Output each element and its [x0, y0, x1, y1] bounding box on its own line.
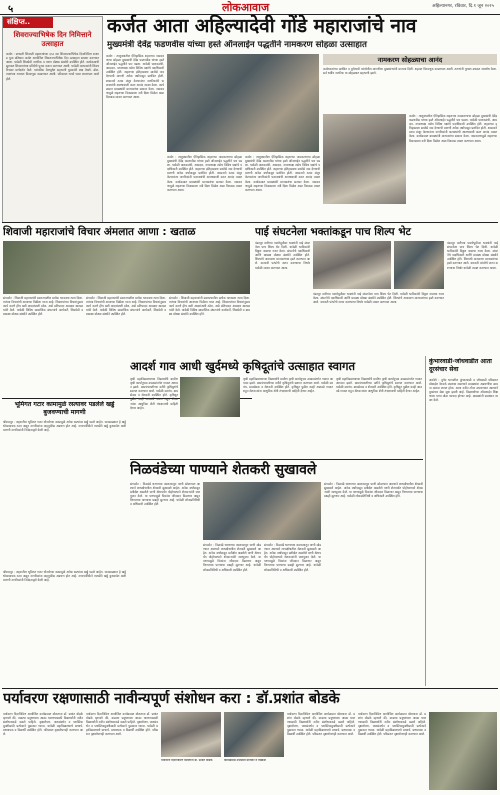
divider-1 — [2, 222, 498, 223]
sec4-body-4: संगमनेर : निळवंडे धरणाच्या कालव्यातून पाणी सोडण्यात आल्याने लाभक्षेत्रातील शेतकरी सुखावले आहेत. अनेक वर्षांपासून प्रतीक्षेत असलेले पाणी शेतापर्यंत पोहोचल्याने शेतकऱ्यांनी जलपूजन केले. या पाण्यामुळे पिकांना जीवदान मिळणार असून पिण्याच्या पाण्याचा प्रश्नही सुटणार आहे. यावेळी लोकप्रतिनिधी व अधिकारी उपस्थित होते. — [324, 482, 423, 499]
bottom-photo-1 — [161, 712, 221, 757]
lead-body-3: कर्जत : तालुक्यातील ऐतिहासिक शहराच्या नामकरणाचा सोहळा मुख्यमंत्री देवेंद्र फडणवीस यांच्या हस्ते ऑनलाईन पद्धतीने पार पडला. यावेळी पालकमंत्री, आमदार, नगराध्यक्ष तसेच विविध पक्षांचे पदाधिकारी उपस्थित होते. शहराच्या इतिहासाला साजेसे नाव देण्याची मागणी अनेक वर्षांपासून प्रलंबित होती. शासनाने ठराव मंजूर केल्यानंतर नागरिकांनी फटाक्यांची आतषबाजी करत आनंद व्यक्त केला. कार्यक्रमात ग्रामस्थांनी मान्यवरांचा सत्कार केला. नामकरणामुळे शहराच्या विकासाला नवी दिशा मिळेल असा विश्वास व्यक्त करण्यात आला. — [245, 155, 320, 192]
bottom-photo-2 — [224, 712, 284, 757]
sec3-right-headline: कुंभारवाडी-जोधवाडीत आता दूरसंचार सेवा — [429, 358, 492, 373]
bottom-caption-1: पर्यावरण दिनानिमित्त बोलताना डॉ. प्रशांत बोडके — [161, 759, 213, 762]
sec2-mid-body-2: श्रीरामपूर : शहरातील भूमिगत गटार योजनेच्या कामामुळे अनेक रस्त्यांवर खड्डे पडले आहेत. पावसाळ्यात हे खड्डे धोकादायक ठरत असून नागरिकांना वाहतुकीस अडचण होत आहे. नगरपालिकेने तातडीने खड्डे बुजवावेत अशी मागणी नागरिकांनी निवेदनाद्वारे केली आहे. — [3, 570, 126, 583]
lead-box-body: कर्जतकरांच्या प्रलंबित व पुरोगामी परंपरेतील मागणीला मुख्यमंत्र्यांनी मान्यता दिली. शहरात मिरवणूक काढण्यात आली. तरुणांनी गुलाल उधळत जल्लोष केला. सर्व धर्मीय नागरिक या सोहळ्यात सहभागी झाले. — [323, 67, 497, 76]
dateline: अहिल्यानगर, रविवार, दि.१ जून २०२५ — [432, 4, 494, 9]
sec2-mid-headline: भूमिगत गटार कामामुळे रस्त्यावर पडलेले खड्डे बुजवण्याची मागणी — [14, 401, 115, 416]
sankshipt-tag: संक्षिप्त.. — [3, 17, 53, 28]
lead-body-2: कर्जत : तालुक्यातील ऐतिहासिक शहराच्या नामकरणाचा सोहळा मुख्यमंत्री देवेंद्र फडणवीस यांच्या हस्ते ऑनलाईन पद्धतीने पार पडला. यावेळी पालकमंत्री, आमदार, नगराध्यक्ष तसेच विविध पक्षांचे पदाधिकारी उपस्थित होते. शहराच्या इतिहासाला साजेसे नाव देण्याची मागणी अनेक वर्षांपासून प्रलंबित होती. शासनाने ठराव मंजूर केल्यानंतर नागरिकांनी फटाक्यांची आतषबाजी करत आनंद व्यक्त केला. कार्यक्रमात ग्रामस्थांनी मान्यवरांचा सत्कार केला. नामकरणामुळे शहराच्या विकासाला नवी दिशा मिळेल असा विश्वास व्यक्त करण्यात आला. — [167, 155, 242, 192]
sec2-right-body-3: पंढरपूर वारीच्या पार्श्वभूमीवर भक्तांनी पाई संघटनेला पाच शिल्प भेट दिली. यावेळी भाविकांनी विठ्ठल नामाचा गजर केला. संघटनेचे पदाधिकारी आणि ग्रामस्थ मोठ्या संख्येने उपस्थित होते. शिल्पांचे अनावरण मान्यवरांच्या हस्ते करण्यात आले. वारकरी परंपरेचे जतन करण्याचा निर्धार यावेळी व्यक्त करण्यात आला. — [313, 292, 444, 305]
sankshipt-box — [2, 16, 103, 223]
sec2-right-body-2: पंढरपूर वारीच्या पार्श्वभूमीवर भक्तांनी पाई संघटनेला पाच शिल्प भेट दिली. यावेळी भाविकांनी विठ्ठल नामाचा गजर केला. संघटनेचे पदाधिकारी आणि ग्रामस्थ मोठ्या संख्येने उपस्थित होते. शिल्पांचे अनावरण मान्यवरांच्या हस्ते करण्यात आले. वारकरी परंपरेचे जतन करण्याचा निर्धार यावेळी व्यक्त करण्यात आला. — [447, 241, 498, 270]
sec4-body-3: संगमनेर : निळवंडे धरणाच्या कालव्यातून पाणी सोडण्यात आल्याने लाभक्षेत्रातील शेतकरी सुखावले आहेत. अनेक वर्षांपासून प्रतीक्षेत असलेले पाणी शेतापर्यंत पोहोचल्याने शेतकऱ्यांनी जलपूजन केले. या पाण्यामुळे पिकांना जीवदान मिळणार असून पिण्याच्या पाण्याचा प्रश्नही सुटणार आहे. यावेळी लोकप्रतिनिधी व अधिकारी उपस्थित होते. — [264, 543, 321, 572]
sankshipt-headline: शिवराज्याभिषेक दिन निमित्ताने उत्साहात — [13, 31, 92, 48]
lead-subhead: मुख्यमंत्री देवेंद्र फडणवीस यांच्या हस्ते ऑनलाईन पद्धतीने नामकरण सोहळा उत्साहात — [107, 40, 367, 50]
lead-body: कर्जत : तालुक्यातील ऐतिहासिक शहराच्या नामकरणाचा सोहळा मुख्यमंत्री देवेंद्र फडणवीस यांच्या हस्ते ऑनलाईन पद्धतीने पार पडला. यावेळी पालकमंत्री, आमदार, नगराध्यक्ष तसेच विविध पक्षांचे पदाधिकारी उपस्थित होते. शहराच्या इतिहासाला साजेसे नाव देण्याची मागणी अनेक वर्षांपासून प्रलंबित होती. शासनाने ठराव मंजूर केल्यानंतर नागरिकांनी फटाक्यांची आतषबाजी करत आनंद व्यक्त केला. कार्यक्रमात ग्रामस्थांनी मान्यवरांचा सत्कार केला. नामकरणामुळे शहराच्या विकासाला नवी दिशा मिळेल असा विश्वास व्यक्त करण्यात आला. — [106, 54, 164, 99]
sec3-body-2: कृषी महाविद्यालयाच्या विद्यार्थ्यांचे ग्रामीण कृषी कार्यानुभव उपक्रमांतर्गत गावात आगमन झाले. ग्रामपंचायतीच्या वतीने कृषिदूतांचे स्वागत करण्यात आले. यावेळी सरपंच, ग्रामसेवक व शेतकरी उपस्थित होते. कृषिदूत पुढील काही आठवडे गावात राहून शेतकऱ्यांना आधुनिक शेती तंत्रज्ञानाची माहिती देणार आहेत. — [243, 377, 333, 394]
bottom-headline: पर्यावरण रक्षणासाठी नावीन्यपूर्ण संशोधन करा : डॉ.प्रशांत बोडके — [3, 691, 340, 707]
sec3-right-body: अकोले : दुर्गम भागातील कुंभारवाडी व जोधवाडी परिसरात मोबाईल नेटवर्क उपलब्ध नसल्याने ग्रामस्थांना अडचणींचा सामना करावा लागत होता. आता नवीन टॉवर उभारण्यात आल्याने दूरसंचार सेवा सुरू झाली आहे. विद्यार्थ्यांच्या ऑनलाईन शिक्षणाला याचा मोठा फायदा होणार आहे. ग्रामस्थांनी समाधान व्यक्त केले. — [429, 378, 498, 403]
sec2-right-headline: पाई संघटनेला भक्तांकडून पाच शिल्प भेट — [255, 226, 411, 238]
sec4-headline: निळवंडेच्या पाण्याने शेतकरी सुखावले — [130, 462, 317, 478]
sec2-mid-body: श्रीरामपूर : शहरातील भूमिगत गटार योजनेच्या कामामुळे अनेक रस्त्यांवर खड्डे पडले आहेत. पावसाळ्यात हे खड्डे धोकादायक ठरत असून नागरिकांना वाहतुकीस अडचण होत आहे. नगरपालिकेने तातडीने खड्डे बुजवावेत अशी मागणी नागरिकांनी निवेदनाद्वारे केली आहे. — [3, 420, 126, 433]
lead-photo-1 — [167, 54, 319, 152]
sec2-left-body: संगमनेर : शिवाजी महाराजांनी स्वराज्यातील प्रत्येक घटकाला न्याय दिला. त्यांच्या विचारांची आजच्या पिढीला गरज आहे. शिवरायांच्या विचारांनुसार कार्य करणे हीच खरी आदरांजली ठरेल, असे प्रतिपादन आमदार खताळ यांनी केले. यावेळी विविध सामाजिक संघटनांचे कार्यकर्ते, शिवप्रेमी व ग्रामस्थ मोठ्या संख्येने उपस्थित होते. — [3, 296, 83, 317]
sec3-body-3: कृषी महाविद्यालयाच्या विद्यार्थ्यांचे ग्रामीण कृषी कार्यानुभव उपक्रमांतर्गत गावात आगमन झाले. ग्रामपंचायतीच्या वतीने कृषिदूतांचे स्वागत करण्यात आले. यावेळी सरपंच, ग्रामसेवक व शेतकरी उपस्थित होते. कृषिदूत पुढील काही आठवडे गावात राहून शेतकऱ्यांना आधुनिक शेती तंत्रज्ञानाची माहिती देणार आहेत. — [336, 377, 422, 394]
sec2-left-headline: शिवाजी महाराजांचे विचार अंमलात आणा : खताळ — [3, 226, 196, 238]
lead-body-4: कर्जत : तालुक्यातील ऐतिहासिक शहराच्या नामकरणाचा सोहळा मुख्यमंत्री देवेंद्र फडणवीस यांच्या हस्ते ऑनलाईन पद्धतीने पार पडला. यावेळी पालकमंत्री, आमदार, नगराध्यक्ष तसेच विविध पक्षांचे पदाधिकारी उपस्थित होते. शहराच्या इतिहासाला साजेसे नाव देण्याची मागणी अनेक वर्षांपासून प्रलंबित होती. शासनाने ठराव मंजूर केल्यानंतर नागरिकांनी फटाक्यांची आतषबाजी करत आनंद व्यक्त केला. कार्यक्रमात ग्रामस्थांनी मान्यवरांचा सत्कार केला. नामकरणामुळे शहराच्या विकासाला नवी दिशा मिळेल असा विश्वास व्यक्त करण्यात आला. — [409, 114, 497, 143]
divider-3 — [425, 356, 426, 686]
bottom-body-2: पर्यावरण दिनानिमित्त आयोजित कार्यक्रमात बोलताना डॉ. प्रशांत बोडके म्हणाले की, वाढत्या प्रदूषणाला आळा घालण्यासाठी विद्यार्थ्यांनी नवीन संशोधनाकडे वळले पाहिजे. वृक्षारोपण, जलसंवर्धन व प्लास्टिकमुक्तीसाठी प्रत्येकाने पुढाकार घ्यावा. यावेळी महाविद्यालयाचे प्राचार्य, प्राध्यापक व विद्यार्थी उपस्थित होते. परिसरात वृक्षारोपणही करण्यात आले. — [86, 712, 158, 737]
sec3-body: कृषी महाविद्यालयाच्या विद्यार्थ्यांचे ग्रामीण कृषी कार्यानुभव उपक्रमांतर्गत गावात आगमन झाले. ग्रामपंचायतीच्या वतीने कृषिदूतांचे स्वागत करण्यात आले. यावेळी सरपंच, ग्रामसेवक व शेतकरी उपस्थित होते. कृषिदूत पुढील काही आठवडे गावात राहून शेतकऱ्यांना आधुनिक शेती तंत्रज्ञानाची माहिती देणार आहेत. — [130, 377, 178, 410]
sec3-headline: आदर्श गाव आधी खुर्दमध्ये कृषिदूतांचे उत्साहात स्वागत — [130, 359, 355, 373]
sec2-left-body-2: संगमनेर : शिवाजी महाराजांनी स्वराज्यातील प्रत्येक घटकाला न्याय दिला. त्यांच्या विचारांची आजच्या पिढीला गरज आहे. शिवरायांच्या विचारांनुसार कार्य करणे हीच खरी आदरांजली ठरेल, असे प्रतिपादन आमदार खताळ यांनी केले. यावेळी विविध सामाजिक संघटनांचे कार्यकर्ते, शिवप्रेमी व ग्रामस्थ मोठ्या संख्येने उपस्थित होते. — [86, 296, 166, 317]
bottom-body: पर्यावरण दिनानिमित्त आयोजित कार्यक्रमात बोलताना डॉ. प्रशांत बोडके म्हणाले की, वाढत्या प्रदूषणाला आळा घालण्यासाठी विद्यार्थ्यांनी नवीन संशोधनाकडे वळले पाहिजे. वृक्षारोपण, जलसंवर्धन व प्लास्टिकमुक्तीसाठी प्रत्येकाने पुढाकार घ्यावा. यावेळी महाविद्यालयाचे प्राचार्य, प्राध्यापक व विद्यार्थी उपस्थित होते. परिसरात वृक्षारोपणही करण्यात आले. — [3, 712, 83, 737]
bottom-photo-3 — [429, 712, 497, 790]
bottom-body-3: पर्यावरण दिनानिमित्त आयोजित कार्यक्रमात बोलताना डॉ. प्रशांत बोडके म्हणाले की, वाढत्या प्रदूषणाला आळा घालण्यासाठी विद्यार्थ्यांनी नवीन संशोधनाकडे वळले पाहिजे. वृक्षारोपण, जलसंवर्धन व प्लास्टिकमुक्तीसाठी प्रत्येकाने पुढाकार घ्यावा. यावेळी महाविद्यालयाचे प्राचार्य, प्राध्यापक व विद्यार्थी उपस्थित होते. परिसरात वृक्षारोपणही करण्यात आले. — [287, 712, 355, 737]
lead-photo-2 — [323, 114, 406, 204]
sec2-right-photo-1 — [313, 241, 391, 289]
sec2-left-body-3: संगमनेर : शिवाजी महाराजांनी स्वराज्यातील प्रत्येक घटकाला न्याय दिला. त्यांच्या विचारांची आजच्या पिढीला गरज आहे. शिवरायांच्या विचारांनुसार कार्य करणे हीच खरी आदरांजली ठरेल, असे प्रतिपादन आमदार खताळ यांनी केले. यावेळी विविध सामाजिक संघटनांचे कार्यकर्ते, शिवप्रेमी व ग्रामस्थ मोठ्या संख्येने उपस्थित होते. — [169, 296, 250, 317]
sec4-body: संगमनेर : निळवंडे धरणाच्या कालव्यातून पाणी सोडण्यात आल्याने लाभक्षेत्रातील शेतकरी सुखावले आहेत. अनेक वर्षांपासून प्रतीक्षेत असलेले पाणी शेतापर्यंत पोहोचल्याने शेतकऱ्यांनी जलपूजन केले. या पाण्यामुळे पिकांना जीवदान मिळणार असून पिण्याच्या पाण्याचा प्रश्नही सुटणार आहे. यावेळी लोकप्रतिनिधी व अधिकारी उपस्थित होते. — [130, 482, 200, 507]
masthead — [0, 0, 500, 15]
logo: लोकआवाज — [222, 1, 270, 14]
bottom-body-4: पर्यावरण दिनानिमित्त आयोजित कार्यक्रमात बोलताना डॉ. प्रशांत बोडके म्हणाले की, वाढत्या प्रदूषणाला आळा घालण्यासाठी विद्यार्थ्यांनी नवीन संशोधनाकडे वळले पाहिजे. वृक्षारोपण, जलसंवर्धन व प्लास्टिकमुक्तीसाठी प्रत्येकाने पुढाकार घ्यावा. यावेळी महाविद्यालयाचे प्राचार्य, प्राध्यापक व विद्यार्थी उपस्थित होते. परिसरात वृक्षारोपणही करण्यात आले. — [358, 712, 426, 737]
lead-box — [323, 54, 497, 112]
sec2-right-photo-2 — [394, 241, 444, 289]
sec4-body-2: संगमनेर : निळवंडे धरणाच्या कालव्यातून पाणी सोडण्यात आल्याने लाभक्षेत्रातील शेतकरी सुखावले आहेत. अनेक वर्षांपासून प्रतीक्षेत असलेले पाणी शेतापर्यंत पोहोचल्याने शेतकऱ्यांनी जलपूजन केले. या पाण्यामुळे पिकांना जीवदान मिळणार असून पिण्याच्या पाण्याचा प्रश्नही सुटणार आहे. यावेळी लोकप्रतिनिधी व अधिकारी उपस्थित होते. — [203, 543, 261, 572]
sec3-photo — [180, 377, 240, 417]
sec2-left-photo — [3, 241, 250, 294]
lead-box-title: नामकरण सोहळ्याचा आनंद — [323, 54, 497, 65]
divider-5 — [2, 688, 498, 689]
divider-4 — [130, 459, 423, 460]
lead-headline: कर्जत आता अहिल्यादेवी गोंडे महाराजांचे नाव — [107, 15, 417, 37]
bottom-caption-2: कार्यक्रमास उपस्थित मान्यवर व विद्यार्थी — [224, 759, 266, 762]
page-number: ५ — [8, 4, 14, 15]
sec4-photo — [203, 482, 321, 540]
sec2-right-body: पंढरपूर वारीच्या पार्श्वभूमीवर भक्तांनी पाई संघटनेला पाच शिल्प भेट दिली. यावेळी भाविकांनी विठ्ठल नामाचा गजर केला. संघटनेचे पदाधिकारी आणि ग्रामस्थ मोठ्या संख्येने उपस्थित होते. शिल्पांचे अनावरण मान्यवरांच्या हस्ते करण्यात आले. वारकरी परंपरेचे जतन करण्याचा निर्धार यावेळी व्यक्त करण्यात आला. — [255, 241, 310, 270]
sankshipt-body: कर्जत : छत्रपती शिवाजी महाराजांच्या ३५२ व्या शिवराज्याभिषेक दिनानिमित्त राजगड युवा प्रतिष्ठान कर्जत आयोजित शिवराज्याभिषेक दिन उत्साहात साजरा करण्यात आला. यावेळी शिवप्रेमी नागरिक व तरुण मोठ्या संख्येने उपस्थित होते. कार्यक्रमाची सुरुवात शिवरायांच्या प्रतिमेचे पूजन करून करण्यात आली. यावेळी मान्यवरांनी शिवचरित्रावर मार्गदर्शन केले. पारंपरिक वेशभूषेत सहभागी युवकांनी लक्ष वेधले. ढोल-ताशांच्या गजरात मिरवणूक काढण्यात आली. परिसरात भगवे ध्वज लावण्यात आले होते. — [6, 52, 99, 81]
